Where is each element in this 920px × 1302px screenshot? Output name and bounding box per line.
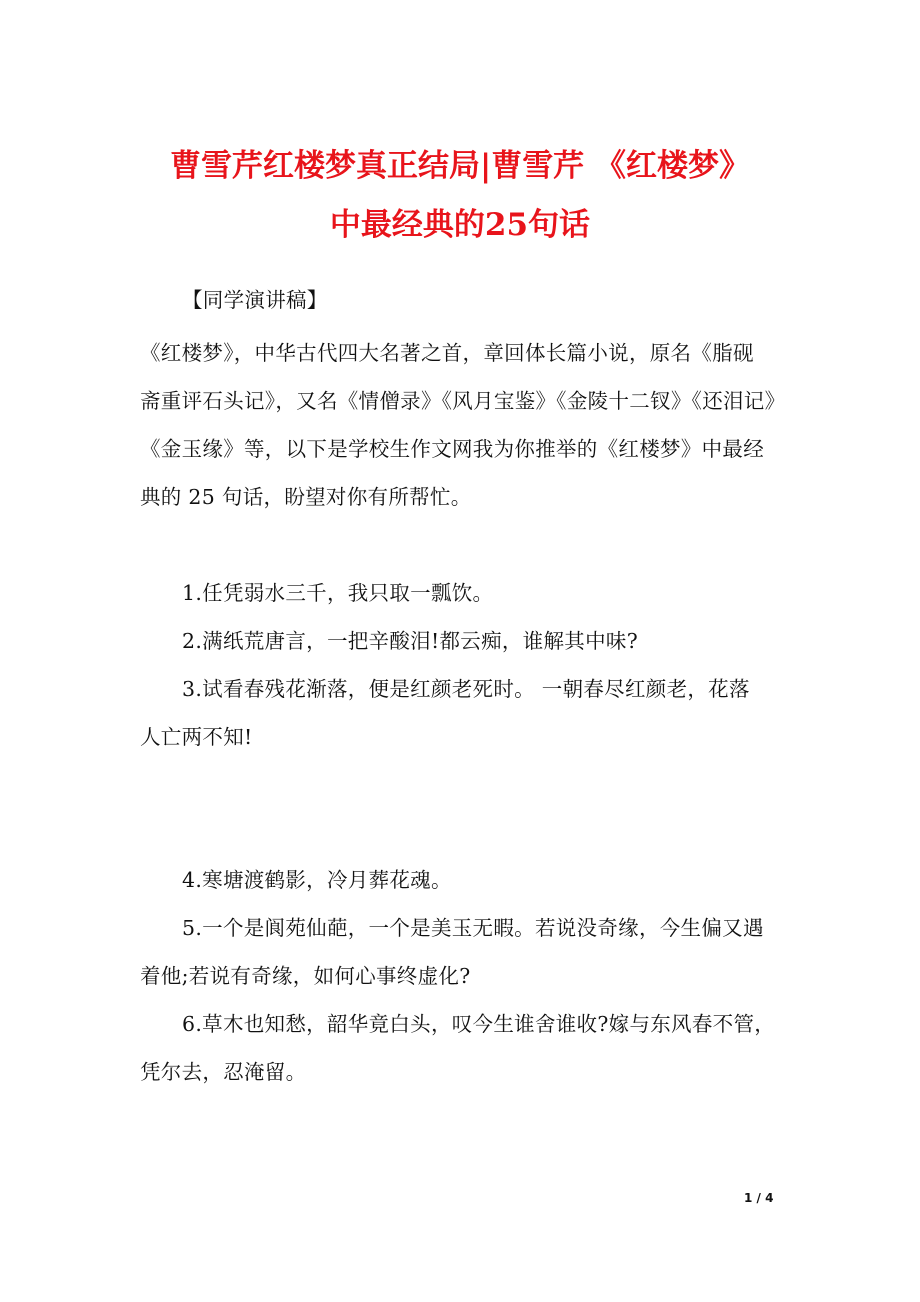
quote-1: 1.任凭弱水三千，我只取一瓢饮。 — [182, 581, 494, 605]
document-title-line-1: 曹雪芹红楼梦真正结局|曹雪芹 《红楼梦》 — [169, 148, 751, 184]
intro-line-2: 斋重评石头记》，又名《情僧录》《风月宝鉴》《金陵十二钗》《还泪记》 — [140, 389, 786, 413]
document-title-line-2: 中最经典的25句话 — [329, 207, 591, 243]
intro-line-3: 《金玉缘》等，以下是学校生作文网我为你推举的《红楼梦》中最经 — [140, 437, 764, 461]
quote-6-line-2: 凭尔去，忍淹留。 — [140, 1060, 307, 1084]
quote-6-line-1: 6.草木也知愁，韶华竟白头，叹今生谁舍谁收?嫁与东风春不管， — [182, 1012, 776, 1036]
intro-line-4: 典的 25 句话，盼望对你有所帮忙。 — [140, 485, 472, 509]
intro-line-1: 《红楼梦》，中华古代四大名著之首，章回体长篇小说，原名《脂砚 — [140, 341, 754, 365]
quote-5-line-1: 5.一个是阆苑仙葩，一个是美玉无暇。若说没奇缘，今生偏又遇 — [182, 916, 764, 940]
quote-2: 2.满纸荒唐言，一把辛酸泪!都云痴，谁解其中味? — [182, 629, 638, 653]
quote-3-line-2: 人亡两不知! — [140, 725, 253, 749]
quote-3-line-1: 3.试看春残花渐落，便是红颜老死时。 一朝春尽红颜老，花落 — [182, 677, 750, 701]
page-number: 1 / 4 — [744, 1191, 774, 1205]
quote-4: 4.寒塘渡鹤影，冷月葬花魂。 — [182, 868, 452, 892]
quote-5-line-2: 着他;若说有奇缘，如何心事终虚化? — [140, 964, 471, 988]
section-label: 【同学演讲稿】 — [182, 288, 328, 312]
